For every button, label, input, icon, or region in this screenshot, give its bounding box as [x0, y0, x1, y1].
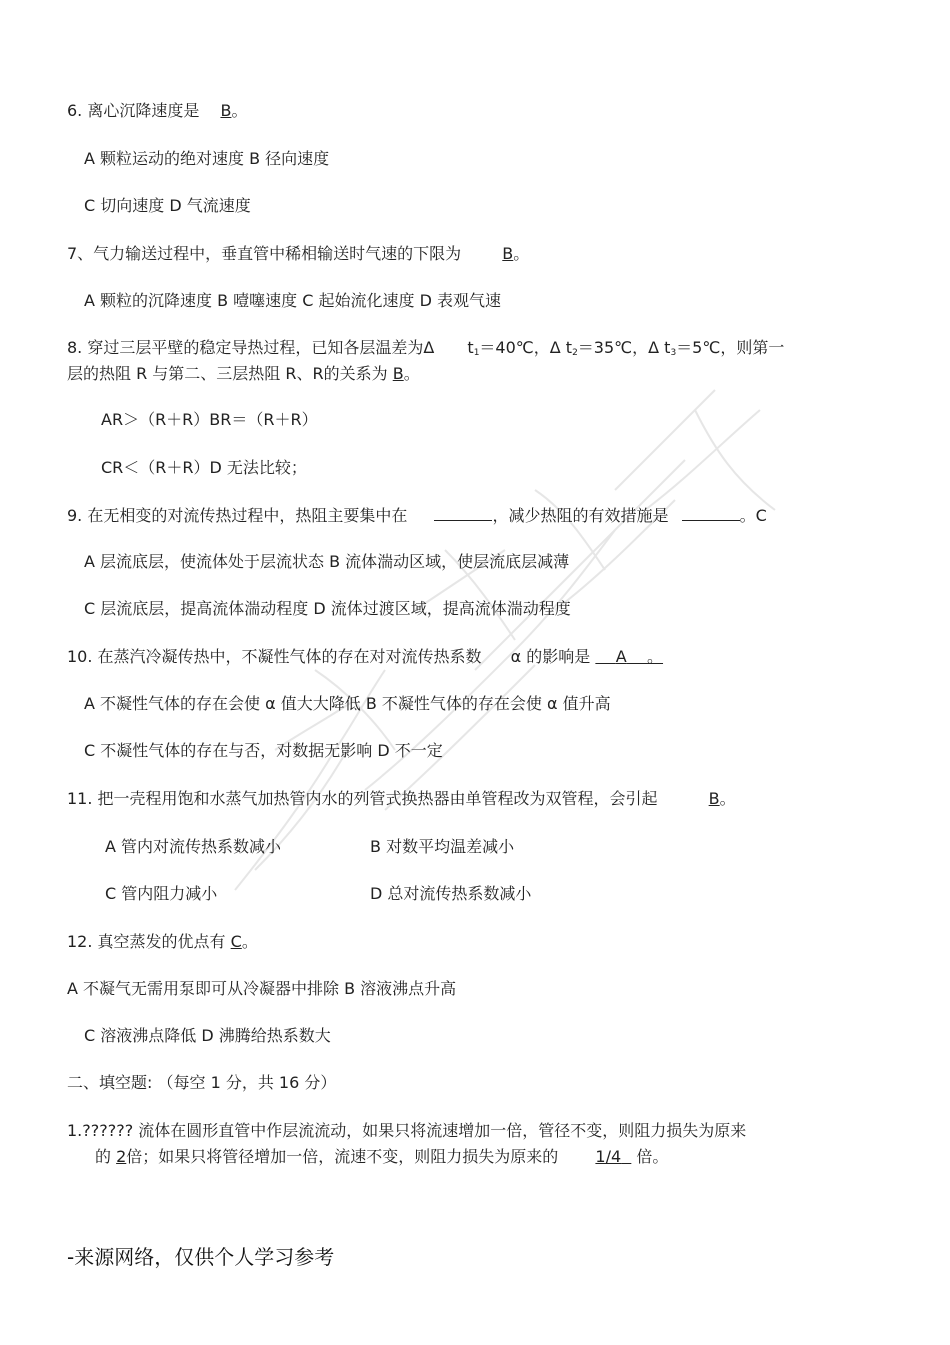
fill1-line2-b: 倍；如果只将管径增加一倍，流速不变，则阻力损失为原来的	[126, 1147, 559, 1166]
q9-stem-text: 9. 在无相变的对流传热过程中，热阻主要集中在	[67, 506, 408, 525]
q10-alpha: α 的影响是	[510, 647, 591, 666]
fill1-line1: 1.?????? 流体在圆形直管中作层流流动，如果只将流速增加一倍，管径不变，则阻力损失为原来	[67, 1121, 747, 1140]
q8-stem-b: 层的热阻 R 与第二、三层热阻 R、R的关系为	[67, 364, 388, 383]
q10-end: 。	[647, 647, 664, 666]
q6-options-2: C 切向速度 D 气流速度	[84, 196, 251, 215]
q7-options-1: A 颗粒的沉降速度 B 噎噻速度 C 起始流化速度 D 表观气速	[84, 291, 502, 310]
q6-options-1: A 颗粒运动的绝对速度 B 径向速度	[84, 149, 330, 168]
q11-option-d: D 总对流传热系数减小	[370, 884, 532, 903]
q11-option-c: C 管内阻力减小	[105, 884, 218, 903]
q6-answer: B	[220, 101, 232, 120]
q11-option-a: A 管内对流传热系数减小	[105, 837, 282, 856]
q11-option-b: B 对数平均温差减小	[370, 837, 515, 856]
q12-stem	[67, 931, 258, 953]
q7-end: 。	[513, 244, 530, 263]
q12-options-1: A 不凝气无需用泵即可从冷凝器中排除 B 溶液沸点升高	[67, 979, 457, 998]
q12-end: 。	[241, 932, 258, 951]
q10-stem	[67, 646, 663, 668]
q12-answer: C	[230, 932, 242, 951]
fill1-line2	[95, 1146, 668, 1168]
fill1-line2-c: 倍。	[636, 1147, 669, 1166]
q8-dt1-sub: 1	[473, 348, 480, 358]
q9-blank-2	[682, 504, 740, 521]
q8-stem-a: 穿过三层平壁的稳定导热过程，已知各层温差为Δ	[87, 338, 435, 357]
q8-stem-line1	[67, 337, 784, 364]
q11-stem	[67, 788, 736, 810]
q12-stem-text: 12. 真空蒸发的优点有	[67, 932, 226, 951]
q8-dt1-val: ＝40℃，Δ t	[479, 338, 573, 357]
section2-title: 二、填空题: （每空 1 分，共 16 分）	[67, 1073, 337, 1092]
q7-stem	[67, 243, 529, 265]
q7-answer: B	[502, 244, 514, 263]
q8-options-1: AR＞（R＋R）BR＝（R＋R）	[101, 410, 318, 429]
q6-end: 。	[231, 101, 248, 120]
footer-note: -来源网络，仅供个人学习参考	[67, 1245, 335, 1269]
fill1-answer-1: 2	[116, 1147, 127, 1166]
q8-number: 8.	[67, 338, 83, 357]
q8-dt2-val: ＝35℃，Δ t	[577, 338, 671, 357]
q8-dt3-val: ＝5℃，则第一	[676, 338, 785, 357]
q11-stem-text: 11. 把一壳程用饱和水蒸气加热管内水的列管式换热器由单管程改为双管程，会引起	[67, 789, 658, 808]
q8-dt1: t	[467, 338, 474, 357]
q8-dt3-sub: 3	[670, 348, 677, 358]
q6-stem	[67, 100, 247, 122]
q12-options-2: C 溶液沸点降低 D 沸腾给热系数大	[84, 1026, 331, 1045]
q9-mid: ，减少热阻的有效措施是	[492, 506, 669, 525]
q11-end: 。	[719, 789, 736, 808]
q9-options-1: A 层流底层，使流体处于层流状态 B 流体湍动区域，使层流底层减薄	[84, 552, 570, 571]
q7-stem-text: 7、气力输送过程中，垂直管中稀相输送时气速的下限为	[67, 244, 462, 263]
fill1-line2-a: 的	[95, 1147, 112, 1166]
q9-stem	[67, 504, 767, 527]
q8-dt2-sub: 2	[572, 348, 578, 358]
q9-tail: 。C	[739, 506, 767, 525]
q8-answer: B	[392, 364, 404, 383]
q10-options-1: A 不凝性气体的存在会使 α 值大大降低 B 不凝性气体的存在会使 α 值升高	[84, 694, 611, 713]
q9-options-2: C 层流底层，提高流体湍动程度 D 流体过渡区域，提高流体湍动程度	[84, 599, 571, 618]
q6-stem-text: 6. 离心沉降速度是	[67, 101, 200, 120]
q8-stem-line2	[67, 363, 420, 385]
watermark-logo	[215, 370, 815, 910]
q11-answer: B	[708, 789, 720, 808]
q8-end: 。	[403, 364, 420, 383]
q9-blank-1	[434, 504, 492, 521]
q8-options-2: CR＜（R＋R）D 无法比较；	[101, 458, 307, 477]
q10-answer: A	[615, 647, 627, 666]
q10-options-2: C 不凝性气体的存在与否，对数据无影响 D 不一定	[84, 741, 443, 760]
fill1-answer-2: 1/4	[595, 1147, 622, 1166]
q10-stem-text: 10. 在蒸汽冷凝传热中，不凝性气体的存在对对流传热系数	[67, 647, 482, 666]
